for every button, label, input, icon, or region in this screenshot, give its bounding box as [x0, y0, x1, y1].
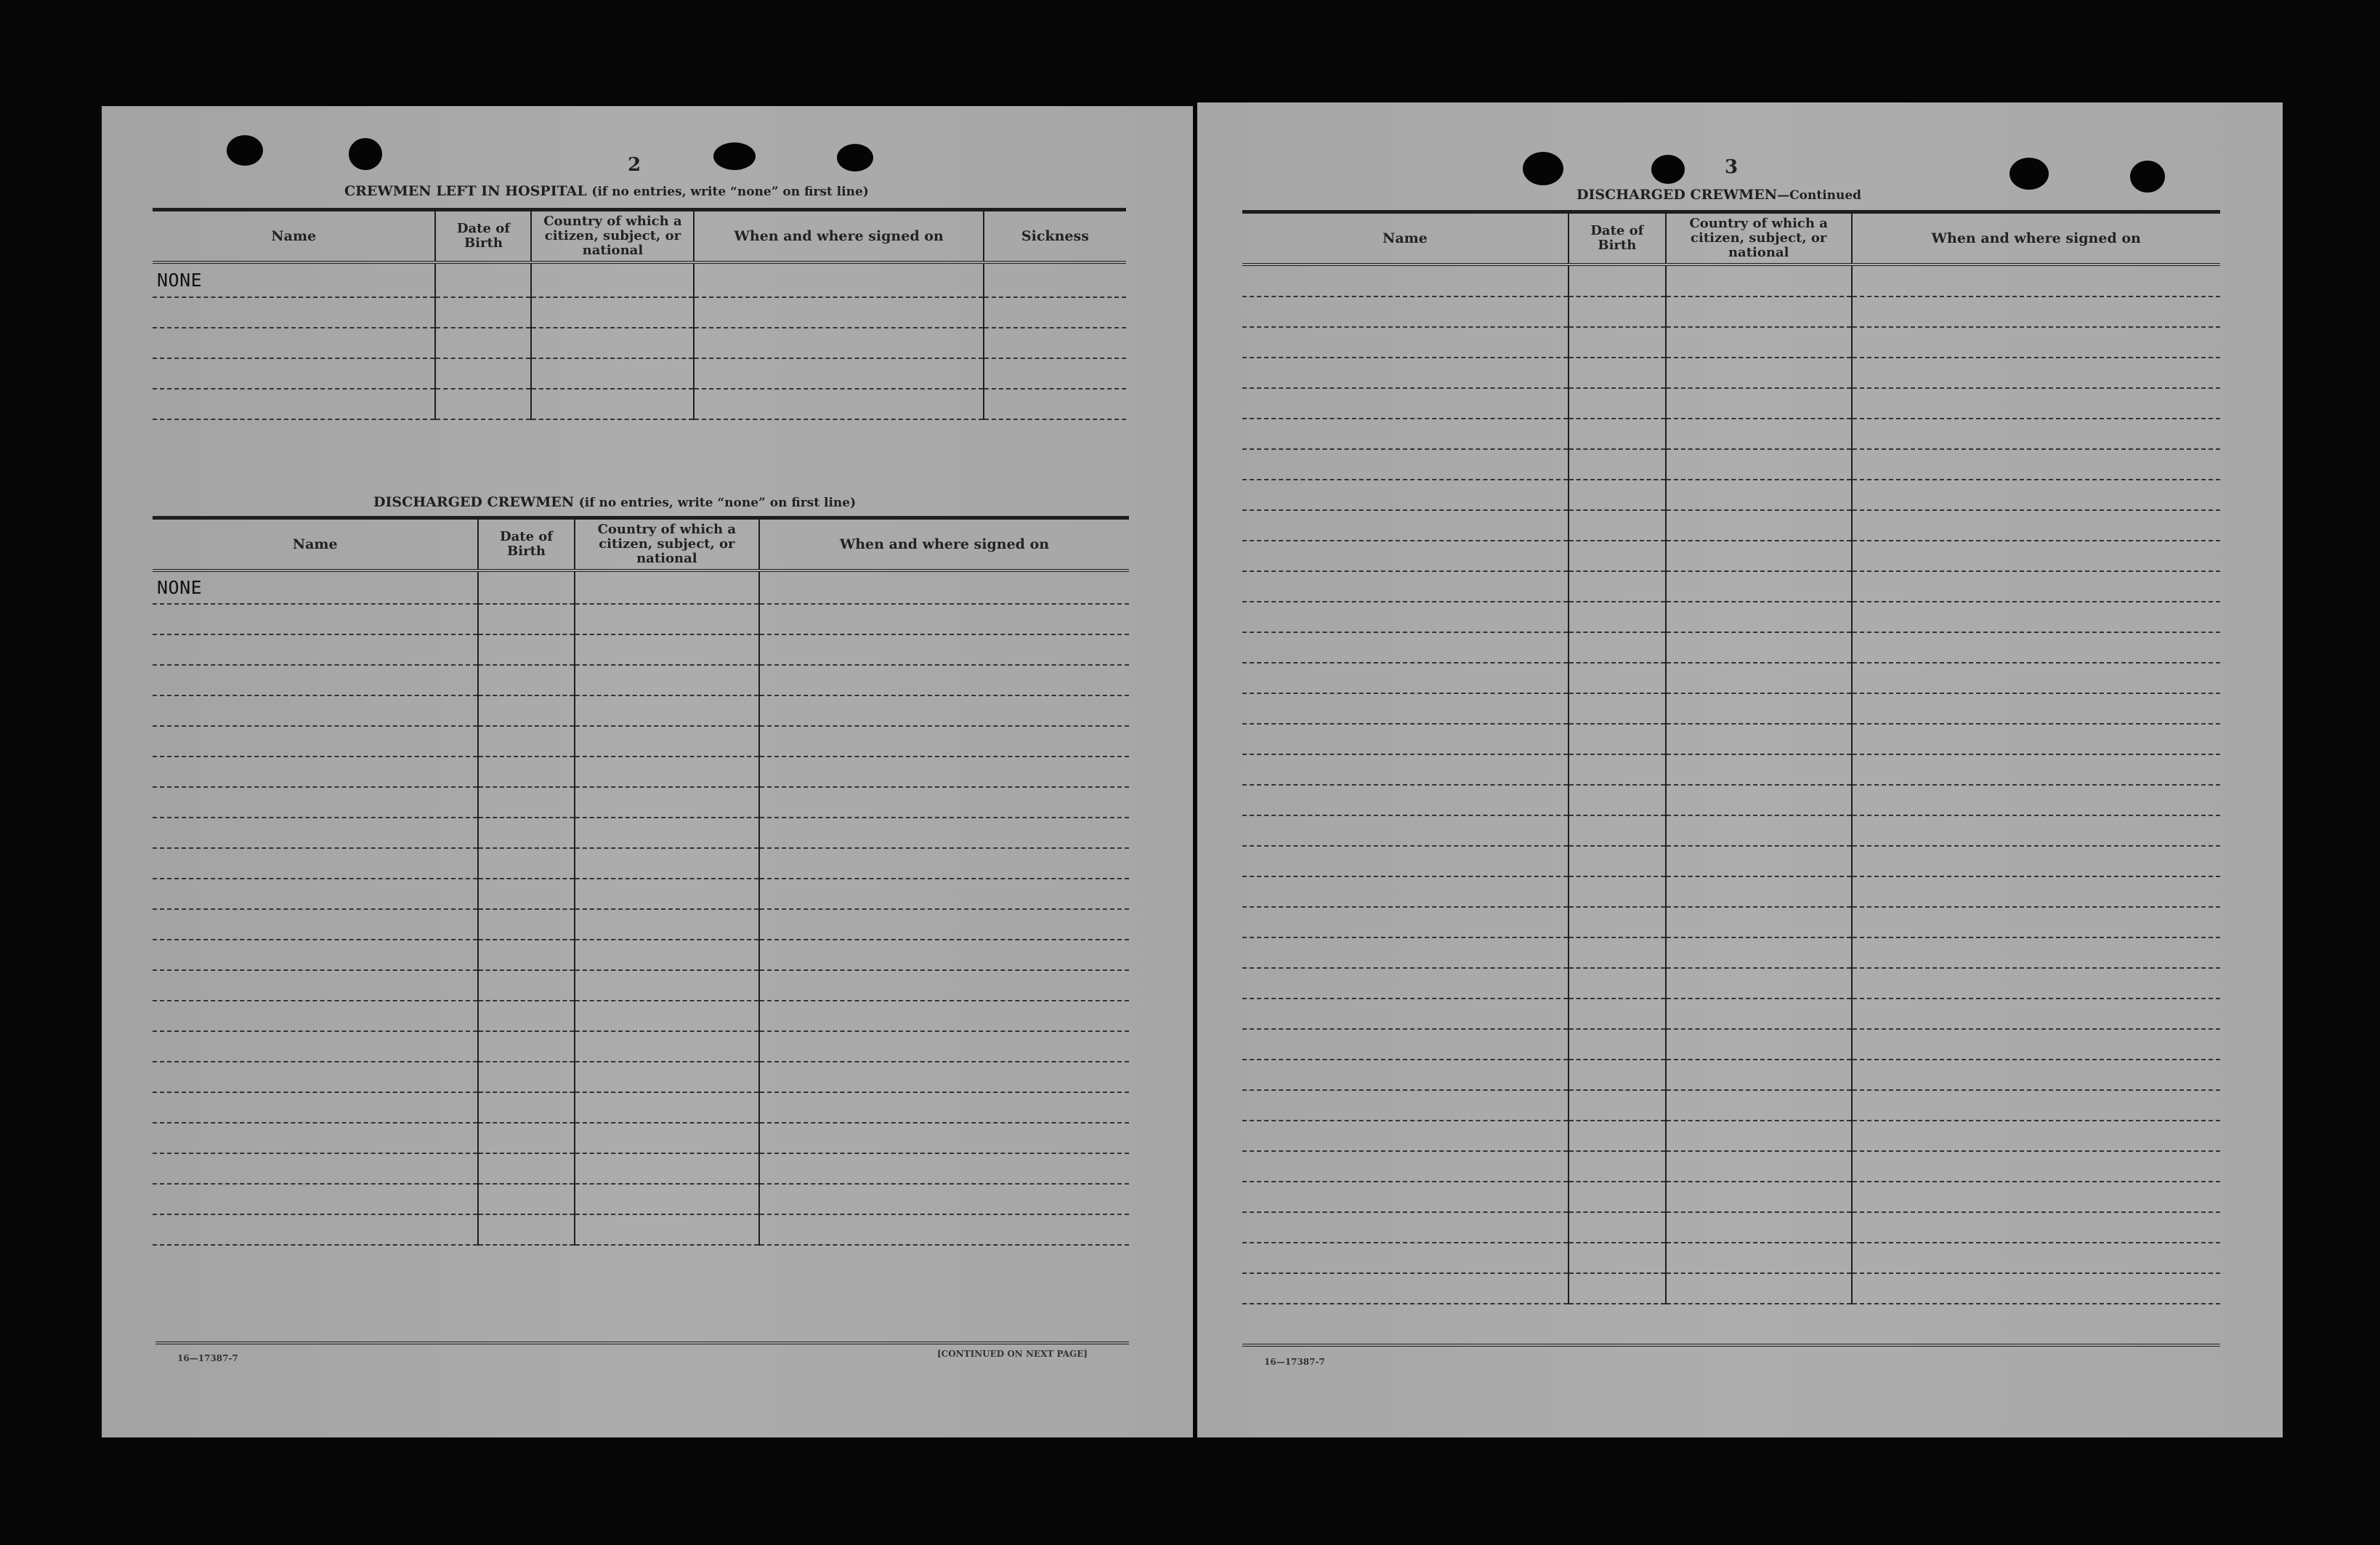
header-date-of-birth: Date of Birth — [1569, 212, 1666, 265]
header-country: Country of which a citizen, subject, or national — [575, 518, 759, 570]
header-when-where: When and where signed on — [694, 210, 983, 262]
discharged-continued-title — [1576, 187, 1861, 203]
discharged-title-text: DISCHARGED CREWMEN — [373, 494, 575, 510]
header-country: Country of which a citizen, subject, or national — [1666, 212, 1852, 265]
hospital-entry-name: NONE — [153, 262, 435, 297]
header-name: Name — [1242, 212, 1569, 265]
page-number: 2 — [628, 154, 641, 176]
hospital-instruction: (if no entries, write “none” on first line) — [591, 185, 869, 199]
punch-hole — [837, 144, 873, 172]
header-sickness: Sickness — [984, 210, 1126, 262]
header-name: Name — [153, 518, 478, 570]
punch-hole — [2009, 158, 2049, 190]
discharged-table — [153, 516, 1129, 1246]
header-name: Name — [153, 210, 435, 262]
header-when-where: When and where signed on — [1852, 212, 2220, 265]
discharged-entry-name: NONE — [153, 570, 478, 604]
punch-hole — [227, 135, 263, 166]
punch-hole — [2130, 161, 2165, 193]
right-page — [1197, 102, 2283, 1437]
continued-note: [CONTINUED ON NEXT PAGE] — [937, 1349, 1088, 1359]
left-page — [102, 106, 1193, 1437]
hospital-table — [153, 208, 1126, 420]
header-country: Country of which a citizen, subject, or national — [531, 210, 694, 262]
hospital-title-text: CREWMEN LEFT IN HOSPITAL — [344, 183, 587, 199]
header-when-where: When and where signed on — [759, 518, 1129, 570]
discharged-continued-table — [1242, 210, 2220, 1304]
hospital-section-title — [344, 183, 869, 199]
discharged-instruction: (if no entries, write “none” on first line) — [578, 496, 857, 510]
discharged-title-text: DISCHARGED CREWMEN — [1576, 187, 1778, 203]
punch-hole — [1651, 155, 1685, 184]
header-date-of-birth: Date of Birth — [478, 518, 574, 570]
continued-suffix: —Continued — [1777, 188, 1862, 203]
page-number: 3 — [1725, 156, 1739, 178]
punch-hole — [1523, 152, 1563, 185]
form-number: 16—17387-7 — [177, 1353, 238, 1363]
punch-hole — [349, 138, 382, 170]
header-date-of-birth: Date of Birth — [435, 210, 531, 262]
discharged-section-title — [373, 494, 856, 510]
form-number: 16—17387-7 — [1264, 1357, 1325, 1367]
footer-rule — [1242, 1344, 2220, 1347]
footer-rule — [155, 1342, 1129, 1344]
punch-hole — [713, 142, 756, 170]
